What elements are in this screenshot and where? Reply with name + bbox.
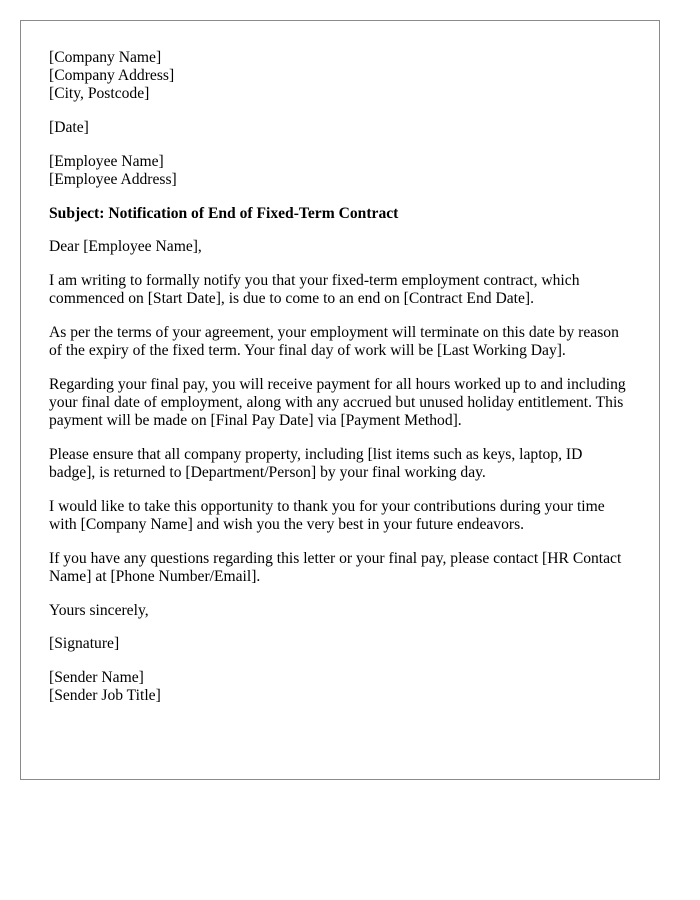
sender-job-title: [Sender Job Title]: [49, 687, 161, 705]
company-address: [Company Address]: [49, 67, 175, 85]
subject-line: Subject: Notification of End of Fixed-Term Contract: [49, 204, 399, 222]
body-paragraph-final-pay: Regarding your final pay, you will receive payment for all hours worked up to and including your final date of employment, along with any accrued but unused holiday entitlement. This payment will be made on [Final Pay Date] via [Payment Method].: [49, 375, 626, 430]
company-name: [Company Name]: [49, 49, 162, 66]
signoff-block: [49, 669, 631, 705]
body-paragraph-contact: If you have any questions regarding this letter or your final pay, please contact [HR Contact Name] at [Phone Number/Email].: [49, 549, 622, 586]
letter-date: [Date]: [49, 119, 89, 137]
body-paragraph-company-property: Please ensure that all company property, including [list items such as keys, laptop, ID badge], is returned to [Department/Person] by your final working day.: [49, 446, 583, 482]
date-block: [49, 119, 631, 137]
recipient-address-block: [49, 153, 631, 189]
salutation: Dear [Employee Name],: [49, 238, 202, 256]
employee-name: [Employee Name]: [49, 152, 164, 170]
body-paragraph-notice: I am writing to formally notify you that your fixed-term employment contract, which commenced on [Start Date], is due to come to an end on [Contract End Date].: [49, 272, 580, 308]
closing: Yours sincerely,: [49, 601, 149, 619]
sender-name: [Sender Name]: [49, 669, 144, 687]
letter-page: [20, 20, 660, 780]
city-postcode: [City, Postcode]: [49, 85, 150, 103]
signature-placeholder: [Signature]: [49, 635, 120, 653]
employee-address: [Employee Address]: [49, 171, 177, 189]
body-paragraph-termination: As per the terms of your agreement, your employment will terminate on this date by reason of the expiry of the fixed term. Your final day of work will be [Last Working Day].: [49, 324, 619, 360]
sender-address-block: [49, 49, 631, 104]
body-paragraph-thanks: I would like to take this opportunity to thank you for your contributions during your time with [Company Name] and wish you the very best in your future endeavors.: [49, 497, 605, 534]
